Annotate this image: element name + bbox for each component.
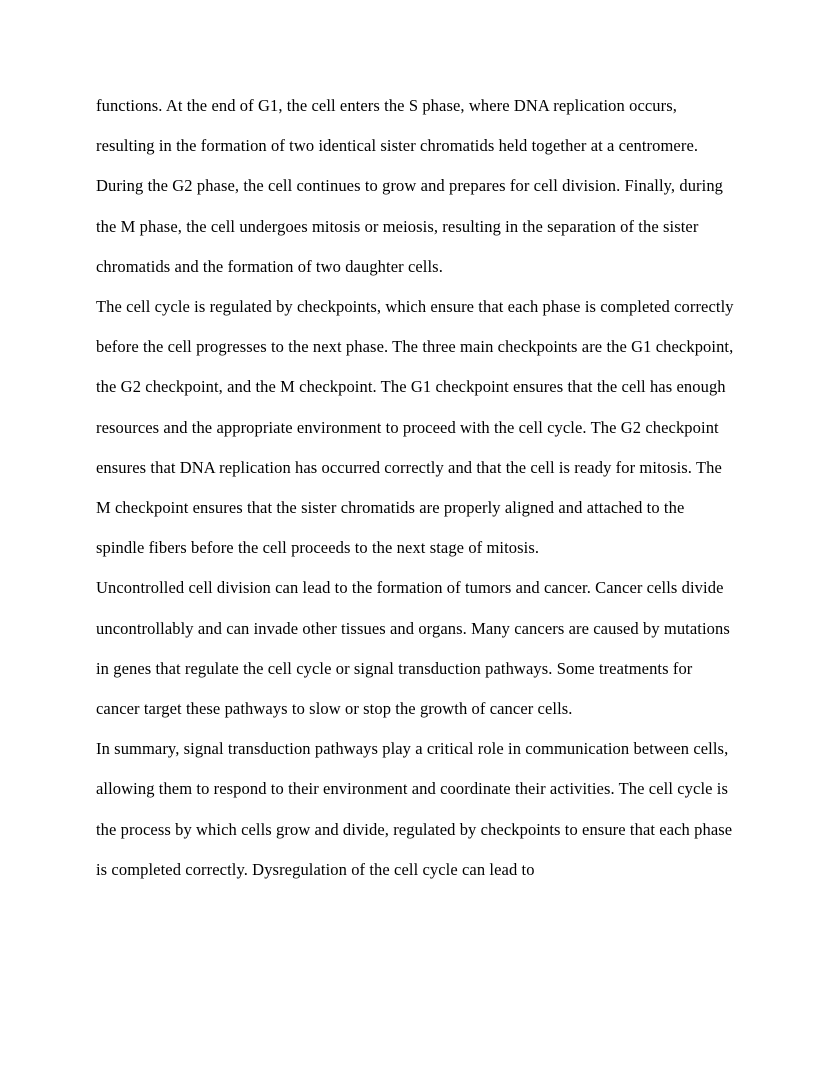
paragraph-summary: In summary, signal transduction pathways play a critical role in communication between cells, allowing them to respond to their environment and coordinate their activities. The cell cycle is the process by which cells grow and divide, regulated by checkpoints to ensure that each phase is completed correctly. Dysregulation of the cell cycle can lead to: [96, 739, 733, 879]
paragraph-checkpoints: The cell cycle is regulated by checkpoints, which ensure that each phase is completed correctly before the cell progresses to the next phase. The three main checkpoints are the G1 checkpoint, the G2 checkpoint, and the M checkpoint. The G1 checkpoint ensures that the cell has enough resources and the appropriate environment to proceed with the cell cycle. The G2 checkpoint ensures that DNA replication has occurred correctly and that the cell is ready for mitosis. The M checkpoint ensures that the sister chromatids are properly aligned and attached to the spindle fibers before the cell proceeds to the next stage of mitosis.: [96, 297, 734, 558]
paragraph-cell-cycle-phases: functions. At the end of G1, the cell enters the S phase, where DNA replication occurs, resulting in the formation of two identical sister chromatids held together at a centromere. During the G2 phase, the cell continues to grow and prepares for cell division. Finally, during the M phase, the cell undergoes mitosis or meiosis, resulting in the separation of the sister chromatids and the formation of two daughter cells.: [96, 96, 724, 276]
document-text-body: [96, 86, 734, 890]
paragraph-uncontrolled-division: Uncontrolled cell division can lead to the formation of tumors and cancer. Cancer cells divide uncontrollably and can invade other tissues and organs. Many cancers are caused by mutations in genes that regulate the cell cycle or signal transduction pathways. Some treatments for cancer target these pathways to slow or stop the growth of cancer cells.: [96, 578, 730, 719]
